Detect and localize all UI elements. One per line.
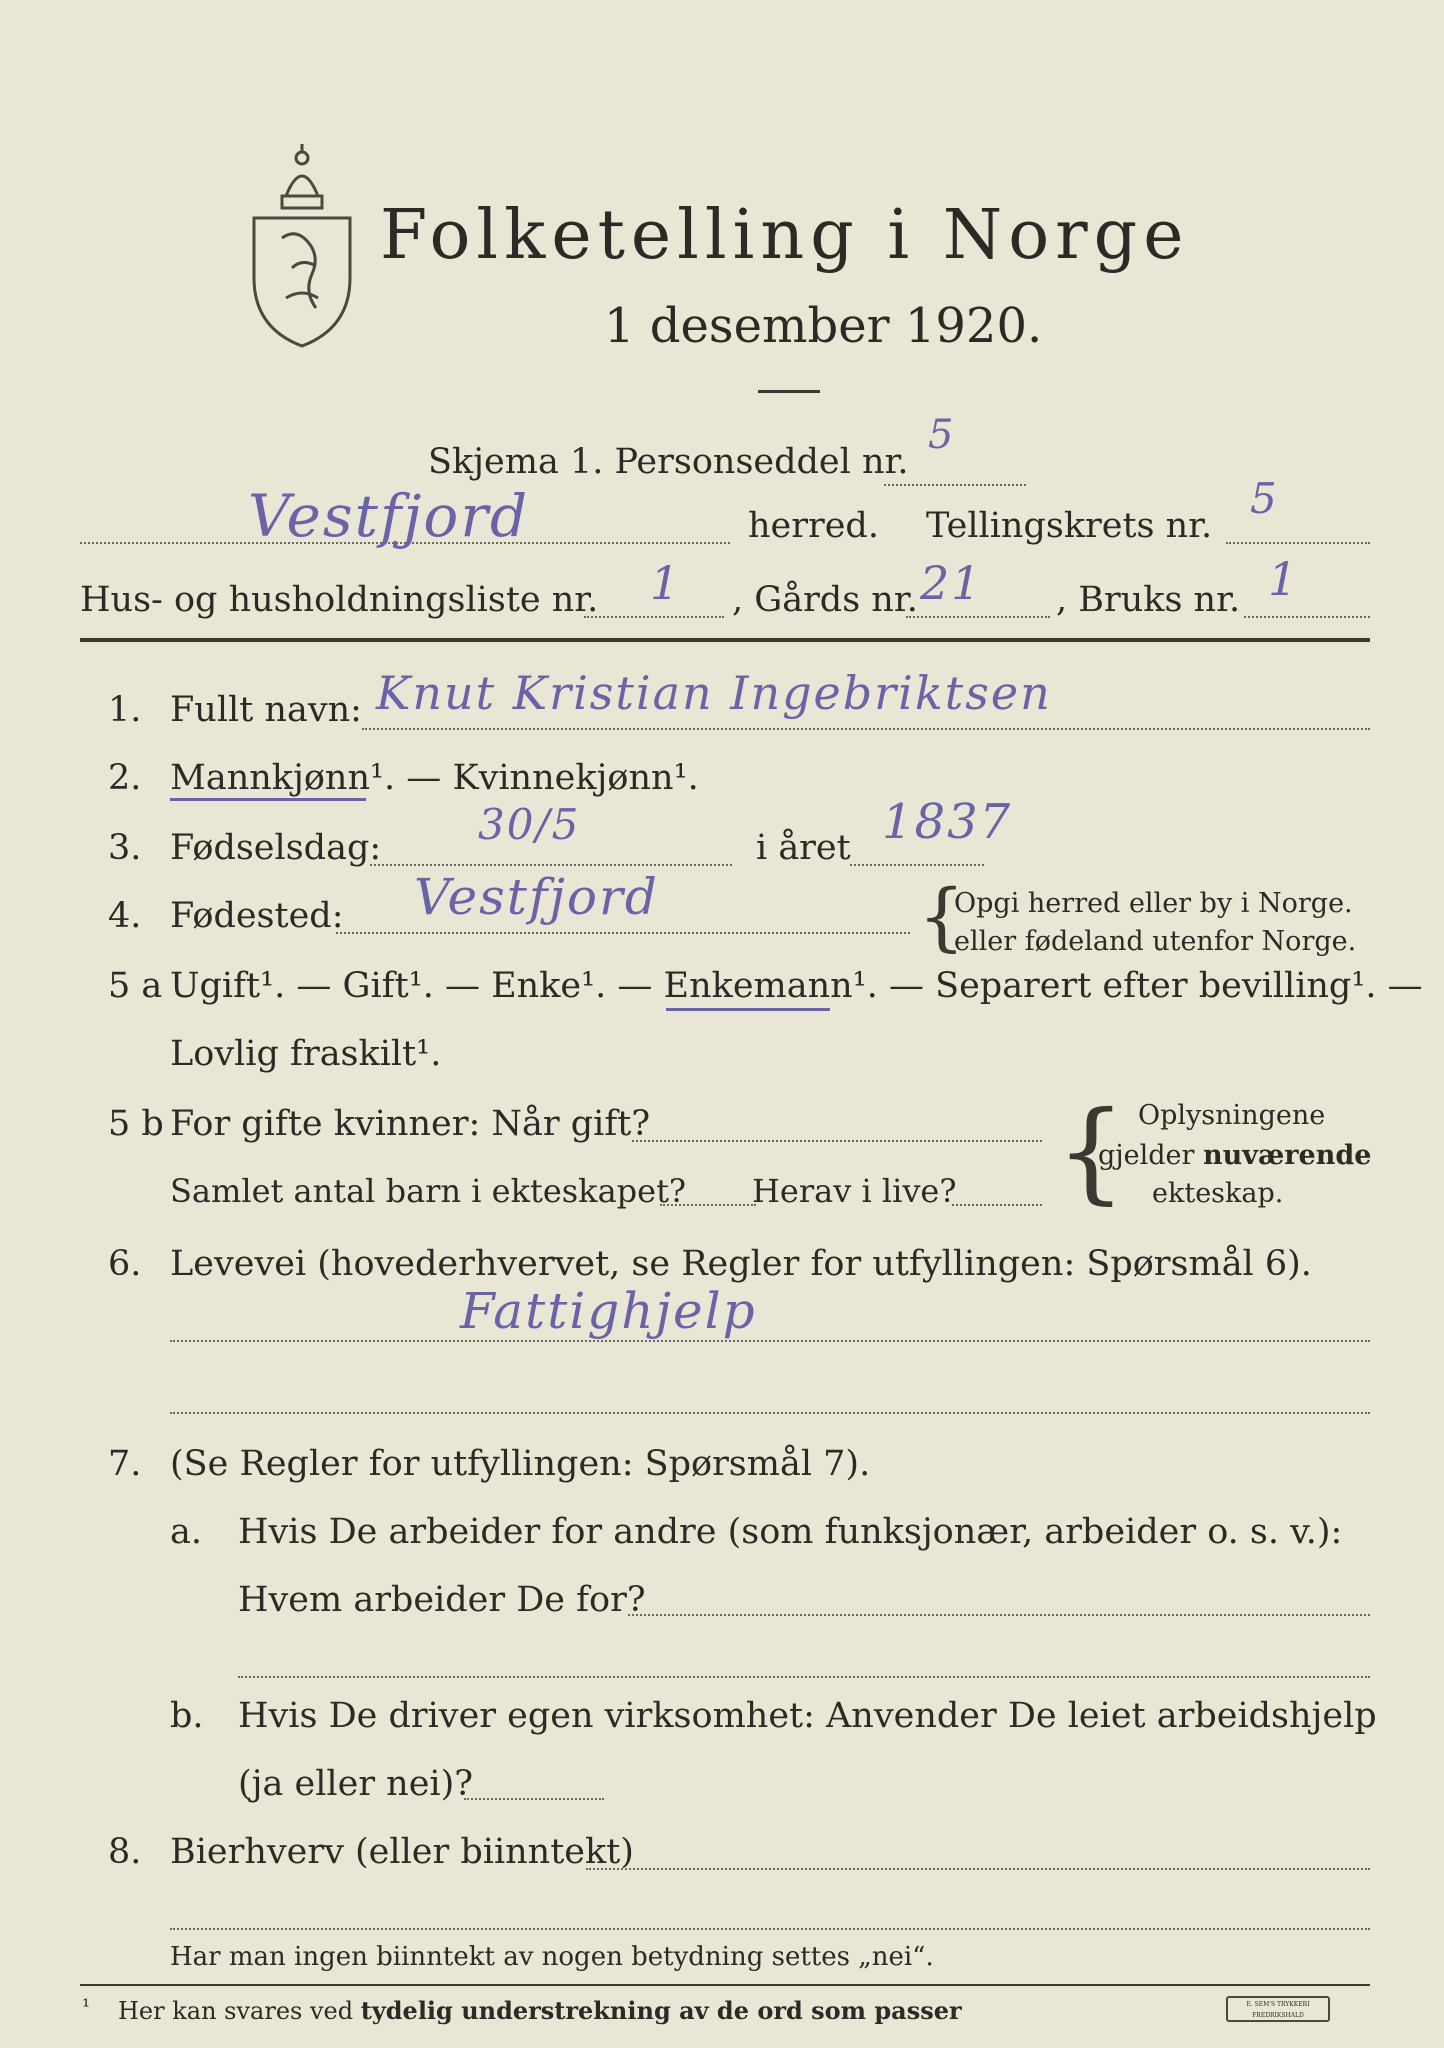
- q4-note-1: Opgi herred eller by i Norge.: [954, 888, 1353, 919]
- schema-nr-value[interactable]: 5: [928, 412, 956, 458]
- q6-line-1: [170, 1340, 1370, 1342]
- q7b-number: b.: [170, 1696, 204, 1736]
- bottom-note: Har man ingen biinntekt av nogen betydning settes „nei“.: [170, 1942, 934, 1972]
- q8-line-2[interactable]: [170, 1928, 1370, 1930]
- q5a-enkemann-underline: [666, 1008, 830, 1011]
- q7b-line[interactable]: [464, 1798, 604, 1800]
- footnote-marker: ¹: [82, 1994, 91, 2018]
- q6-value[interactable]: Fattighjelp: [460, 1282, 757, 1340]
- q1-value[interactable]: Knut Kristian Ingebriktsen: [376, 666, 1052, 720]
- tellingskrets-label: Tellingskrets nr.: [926, 506, 1213, 546]
- tellingskrets-line: [1226, 542, 1370, 544]
- hus-label: Hus- og husholdningsliste nr.: [80, 580, 599, 620]
- q5b-gift-line: [632, 1140, 1042, 1142]
- coat-of-arms-icon: [246, 138, 358, 350]
- q7b-label-2: (ja eller nei)?: [238, 1764, 474, 1804]
- q1-label: Fullt navn:: [170, 690, 362, 730]
- schema-nr-line: [884, 484, 1026, 486]
- header-separator: [80, 638, 1370, 642]
- q3-aret-value[interactable]: 1837: [882, 794, 1013, 850]
- hus-value[interactable]: 1: [650, 556, 682, 610]
- q3-line: [370, 864, 732, 866]
- footer-separator: [80, 1984, 1370, 1986]
- q5b-label-3: Herav i live?: [752, 1172, 957, 1210]
- q2-mann-option[interactable]: Mannkjønn¹.: [170, 758, 396, 798]
- bruks-line: [1244, 616, 1370, 618]
- q2-options: Mannkjønn¹. — Kvinnekjønn¹.: [170, 758, 699, 798]
- form-title: Folketelling i Norge: [380, 196, 1190, 275]
- hus-line: [584, 616, 724, 618]
- q2-kvinne-option[interactable]: Kvinnekjønn¹.: [452, 758, 699, 798]
- q1-number: 1.: [108, 690, 142, 730]
- q7a-label: Hvis De arbeider for andre (som funksjonær, arbeider o. s. v.):: [238, 1512, 1343, 1552]
- q4-label: Fødested:: [170, 896, 344, 936]
- q5a-line2[interactable]: Lovlig fraskilt¹.: [170, 1034, 442, 1074]
- q5a-number: 5 a: [108, 966, 163, 1006]
- q1-line: [362, 728, 1370, 730]
- q4-line: [336, 932, 910, 934]
- bruks-value[interactable]: 1: [1268, 552, 1300, 606]
- q6-line-2: [170, 1412, 1370, 1414]
- q7-number: 7.: [108, 1444, 142, 1484]
- q2-number: 2.: [108, 758, 142, 798]
- tellingskrets-value[interactable]: 5: [1250, 474, 1279, 523]
- q6-number: 6.: [108, 1244, 142, 1284]
- q5b-live-line: [952, 1204, 1042, 1206]
- q5b-label-1: For gifte kvinner: Når gift?: [170, 1104, 651, 1144]
- herred-label: herred.: [748, 506, 879, 546]
- herred-value[interactable]: Vestfjord: [248, 482, 530, 550]
- gards-label: , Gårds nr.: [732, 580, 918, 620]
- q3-number: 3.: [108, 828, 142, 868]
- q4-note-2: eller fødeland utenfor Norge.: [954, 926, 1357, 957]
- q4-value[interactable]: Vestfjord: [414, 868, 659, 926]
- q4-brace: {: [918, 874, 966, 960]
- schema-label: Skjema 1. Personseddel nr.: [428, 442, 909, 482]
- q5b-brace: {: [1056, 1087, 1126, 1215]
- q7a-number: a.: [170, 1512, 202, 1552]
- q7a-line-2[interactable]: [238, 1676, 1370, 1678]
- q8-number: 8.: [108, 1832, 142, 1872]
- q5a-options: Ugift¹. — Gift¹. — Enke¹. — Enkemann¹. — Separert efter bevilling¹. —: [170, 966, 1423, 1006]
- q5b-note-2: gjelder nuværende: [1098, 1140, 1372, 1171]
- bruks-label: , Bruks nr.: [1056, 580, 1241, 620]
- q7a-line-1[interactable]: [628, 1614, 1370, 1616]
- q6-label: Levevei (hovederhvervet, se Regler for utfyllingen: Spørsmål 6).: [170, 1244, 1312, 1284]
- q3-aret-line: [850, 864, 984, 866]
- printer-stamp: E. SEM'S TRYKKERI FREDRIKSHALD: [1226, 1996, 1330, 2022]
- gards-line: [906, 616, 1050, 618]
- q7-label: (Se Regler for utfyllingen: Spørsmål 7).: [170, 1444, 871, 1484]
- q8-label: Bierhverv (eller biinntekt): [170, 1832, 634, 1872]
- form-date: 1 desember 1920.: [604, 298, 1043, 354]
- footnote-text: Her kan svares ved tydelig understrekning av de ord som passer: [118, 1996, 962, 2025]
- q2-mann-underline: [170, 798, 366, 801]
- q5b-barn-line: [660, 1204, 756, 1206]
- q5b-number: 5 b: [108, 1104, 164, 1144]
- q5b-note-3: ekteskap.: [1152, 1178, 1284, 1209]
- q7a-label-2: Hvem arbeider De for?: [238, 1580, 646, 1620]
- q3-value[interactable]: 30/5: [478, 800, 581, 849]
- q3-label: Fødselsdag:: [170, 828, 382, 868]
- q5b-note-1: Oplysningene: [1138, 1100, 1326, 1131]
- q5a-enkemann-option[interactable]: Enkemann¹.: [663, 966, 878, 1006]
- q5b-label-2: Samlet antal barn i ekteskapet?: [170, 1172, 687, 1210]
- title-divider: [758, 390, 820, 393]
- q3-aret-label: i året: [756, 828, 851, 868]
- q7b-label: Hvis De driver egen virksomhet: Anvender De leiet arbeidshjelp: [238, 1696, 1377, 1736]
- gards-value[interactable]: 21: [920, 556, 983, 610]
- q4-number: 4.: [108, 896, 142, 936]
- q8-line-1[interactable]: [586, 1868, 1370, 1870]
